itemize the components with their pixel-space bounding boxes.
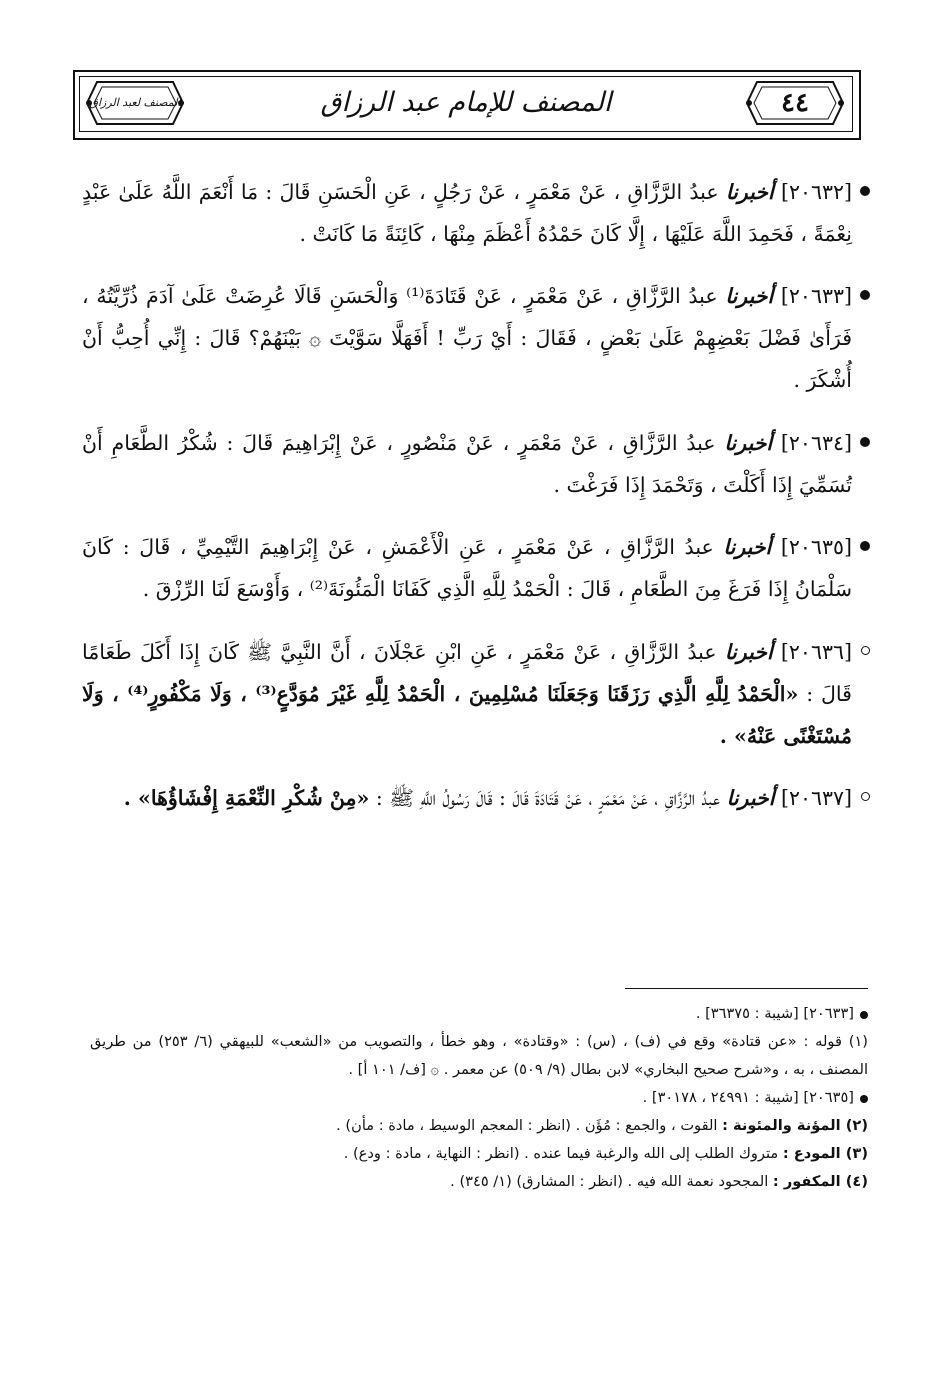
running-title: المصنف للإمام عبد الرزاق — [320, 87, 612, 118]
hadith-entry — [82, 422, 868, 506]
footnote-label: (٤) المكفور : — [772, 1173, 868, 1190]
footnote-source — [90, 1084, 868, 1112]
footnotes — [90, 1000, 868, 1196]
footnote-label: (٣) المودع : — [782, 1145, 868, 1162]
footnote-divider — [625, 988, 868, 989]
entry-lead: أخبرنا — [726, 786, 775, 810]
footnote — [90, 1168, 868, 1196]
bullet-icon — [860, 290, 870, 300]
footnote-text: (١) قوله : «عن قتادة» وقع في (ف) ، (س) : «وقتادة» ، وهو خطأ ، والتصويب من «الشعب» للبيهقي (٦/ ٢٥٣) من طريق المصنف ، به ، و«شرح صحيح البخاري» لابن بطال (٩/ ٥٠٩) عن معمر . ۞ [ف/ ١٠١ أ] . — [90, 1033, 868, 1078]
entry-text: عبدُ الرَّزَّاقِ ، عَنْ مَعْمَرٍ ، عَنِ الْأَعْمَشِ ، عَنْ إِبْرَاهِيمَ التَّيْمِيِّ ، قَالَ : كَانَ سَلْمَانُ إِذَا فَرَغَ مِنَ الطَّعَامِ ، قَالَ : الْحَمْدُ لِلَّهِ الَّذِي كَفَانَا الْمَئُونَةَ⁽²⁾ ، وَأَوْسَعَ لَنَا الرِّزْقَ . — [82, 535, 852, 601]
entry-text: عبدُ الرَّزَّاقِ ، عَنْ مَعْمَرٍ ، عَنْ قَتَادَةَ قَالَ : قَالَ رَسُولُ اللَّهِ ﷺ : — [375, 786, 721, 810]
footnote — [90, 1140, 868, 1168]
running-header — [73, 70, 859, 140]
entry-lead: أخبرنا — [724, 639, 773, 664]
hadith-entry — [82, 171, 868, 255]
hadith-text: «الْحَمْدُ لِلَّهِ الَّذِي رَزَقَنَا وَجَعَلَنَا مُسْلِمِينَ ، الْحَمْدُ لِلَّهِ غَيْرَ مُوَدَّعٍ⁽³⁾ ، وَلَا مَكْفُورٍ⁽⁴⁾ ، وَلَا مُسْتَغْنًى عَنْهُ» . — [82, 681, 852, 748]
bullet-icon — [860, 1011, 868, 1019]
bullet-icon — [860, 186, 870, 196]
hollow-bullet-icon — [861, 792, 870, 801]
entry-text: عبدُ الرَّزَّاقِ ، عَنْ مَعْمَرٍ ، عَنْ مَنْصُورٍ ، عَنْ إِبْرَاهِيمَ قَالَ : شُكْرُ الطَّعَامِ أَنْ تُسَمِّيَ إِذَا أَكَلْتَ ، وَتَحْمَدَ إِذَا فَرَغْتَ . — [82, 430, 852, 497]
entry-number: [٢٠٦٣٢] — [780, 179, 852, 204]
bullet-icon — [860, 541, 870, 551]
footnote-text: [٢٠٦٣٥] [شيبة : ٢٤٩٩١ ، ٣٠١٧٨] . — [642, 1089, 854, 1106]
main-text — [82, 150, 868, 833]
hadith-entry — [82, 777, 868, 819]
entry-text: عبدُ الرَّزَّاقِ ، عَنْ مَعْمَرٍ ، عَنْ قَتَادَةَ⁽¹⁾ وَالْحَسَنِ قَالَا عُرِضَتْ عَلَىٰ آدَمَ ذُرِّيَّتُهُ ، فَرَأَىٰ فَضْلَ بَعْضِهِمْ عَلَىٰ بَعْضٍ ، فَقَالَ : أَيْ رَبِّ ! أَفَهَلَّا سَوَّيْتَ ۞ بَيْنَهُمْ؟ قَالَ : إِنِّي أُحِبُّ أَنْ أُشْكَرَ . — [82, 284, 852, 392]
entry-number: [٢٠٦٣٤] — [780, 430, 852, 455]
entry-number: [٢٠٦٣٣] — [780, 284, 852, 308]
entry-lead: أخبرنا — [725, 284, 774, 308]
entry-text: عبدُ الرَّزَّاقِ ، عَنْ مَعْمَرٍ ، عَنِ ابْنِ عَجْلَانَ ، أَنَّ النَّبِيَّ ﷺ كَانَ إِذَا أَكَلَ طَعَامًا قَالَ : — [82, 639, 852, 706]
entry-number: [٢٠٦٣٥] — [780, 535, 852, 559]
hadith-text: «مِنْ شُكْرِ النِّعْمَةِ إِفْشَاؤُهَا» . — [123, 786, 370, 810]
footnote-source — [90, 1000, 868, 1028]
seal-badge — [83, 78, 187, 128]
bullet-icon — [860, 437, 870, 447]
hollow-bullet-icon — [861, 646, 870, 655]
footnote-text: القوت ، والجمع : مُؤَن . (انظر : المعجم الوسيط ، مادة : مأن) . — [336, 1117, 718, 1134]
hadith-entry — [82, 526, 868, 610]
footnote-label: (٢) المؤنة والمئونة : — [722, 1117, 868, 1134]
footnote-text: متروك الطلب إلى الله والرغبة فيما عنده . (انظر : النهاية ، مادة : ودع) . — [343, 1145, 779, 1162]
entry-number: [٢٠٦٣٧] — [780, 786, 852, 810]
hadith-entry — [82, 631, 868, 757]
entry-lead: أخبرنا — [723, 535, 772, 559]
hadith-entry — [82, 275, 868, 401]
footnote-text: المجحود نعمة الله فيه . (انظر : المشارق) (١/ ٣٤٥) . — [450, 1173, 769, 1190]
bullet-icon — [860, 1095, 868, 1103]
entry-text: عبدُ الرَّزَّاقِ ، عَنْ مَعْمَرٍ ، عَنْ رَجُلٍ ، عَنِ الْحَسَنِ قَالَ : مَا أَنْعَمَ اللَّهُ عَلَىٰ عَبْدٍ نِعْمَةً ، فَحَمِدَ اللَّهَ عَلَيْهَا ، إِلَّا كَانَ حَمْدُهُ أَعْظَمَ مِنْهَا ، كَائِنَةً مَا كَانَتْ . — [82, 179, 852, 246]
footnote — [90, 1028, 868, 1084]
entry-number: [٢٠٦٣٦] — [780, 639, 852, 664]
footnote — [90, 1112, 868, 1140]
page-number: ٤٤ — [781, 88, 809, 118]
page-number-badge — [743, 78, 847, 128]
footnote-text: [٢٠٦٣٣] [شيبة : ٣٦٣٧٥] . — [695, 1005, 854, 1022]
seal-text: المصنف لعبد الرزاق — [89, 96, 181, 109]
entry-lead: أخبرنا — [725, 179, 774, 204]
entry-lead: أخبرنا — [724, 430, 773, 455]
